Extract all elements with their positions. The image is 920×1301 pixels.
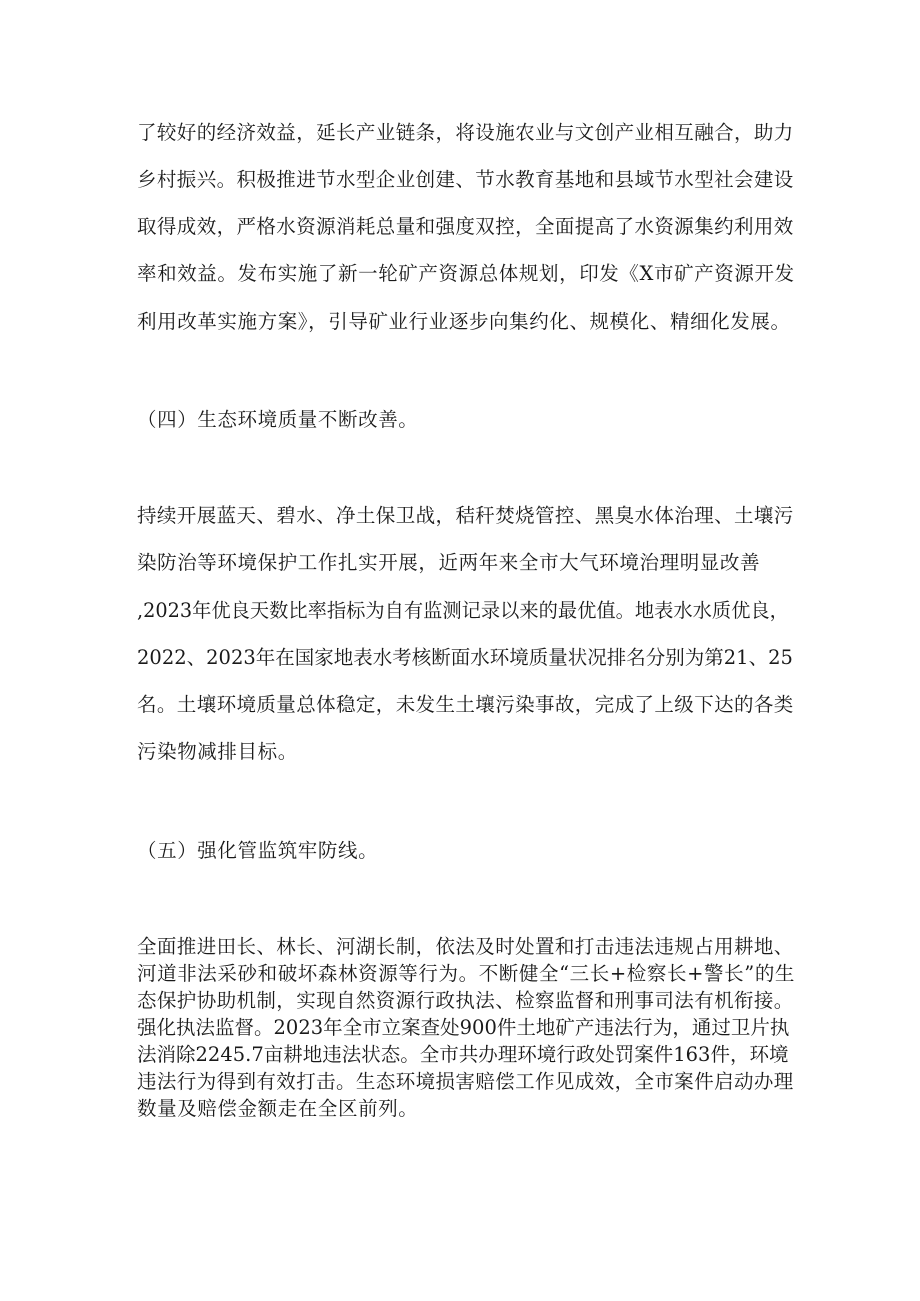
text-line: 河道非法采砂和破坏森林资源等行为。不断健全“三长+检察长+警长”的生 xyxy=(137,962,796,985)
text-line: 了较好的经济效益，延长产业链条，将设施农业与文创产业相互融合，助力 xyxy=(137,121,794,144)
text-line: 取得成效，严格水资源消耗总量和强度双控，全面提高了水资源集约利用效 xyxy=(137,215,794,238)
text-line: 全面推进田长、林长、河湖长制，依法及时处置和打击违法违规占用耕地、 xyxy=(137,935,794,958)
section-heading-5: （五）强化管监筑牢防线。 xyxy=(137,839,379,862)
text-line: 名。土壤环境质量总体稳定，未发生土壤污染事故，完成了上级下达的各类 xyxy=(137,693,794,716)
text-line: ,2023年优良天数比率指标为自有监测记录以来的最优值。地表水水质优良， xyxy=(137,599,789,622)
text-line: 持续开展蓝天、碧水、净土保卫战，秸秆焚烧管控、黑臭水体治理、土壤污 xyxy=(137,504,794,527)
text-line: 违法行为得到有效打击。生态环境损害赔偿工作见成效，全市案件启动办理 xyxy=(137,1070,794,1093)
text-line: 污染物减排目标。 xyxy=(137,740,298,763)
text-line: 乡村振兴。积极推进节水型企业创建、节水教育基地和县域节水型社会建设 xyxy=(137,168,794,191)
text-line: 数量及赔偿金额走在全区前列。 xyxy=(137,1097,419,1120)
section-heading-4: （四）生态环境质量不断改善。 xyxy=(137,408,419,431)
text-line: 率和效益。发布实施了新一轮矿产资源总体规划，印发《X市矿产资源开发 xyxy=(137,262,795,285)
text-line: 2022、2023年在国家地表水考核断面水环境质量状况排名分别为第21、25 xyxy=(137,646,793,669)
text-line: 利用改革实施方案》，引导矿业行业逐步向集约化、规模化、精细化发展。 xyxy=(137,310,791,333)
text-line: 态保护协助机制，实现自然资源行政执法、检察监督和刑事司法有机衔接。 xyxy=(137,989,794,1012)
text-line: 染防治等环境保护工作扎实开展，近两年来全市大气环境治理明显改善 xyxy=(137,551,761,574)
text-line: 强化执法监督。2023年全市立案查处900件土地矿产违法行为，通过卫片执 xyxy=(137,1016,790,1039)
text-line: 法消除2245.7亩耕地违法状态。全市共办理环境行政处罚案件163件，环境 xyxy=(137,1043,789,1066)
